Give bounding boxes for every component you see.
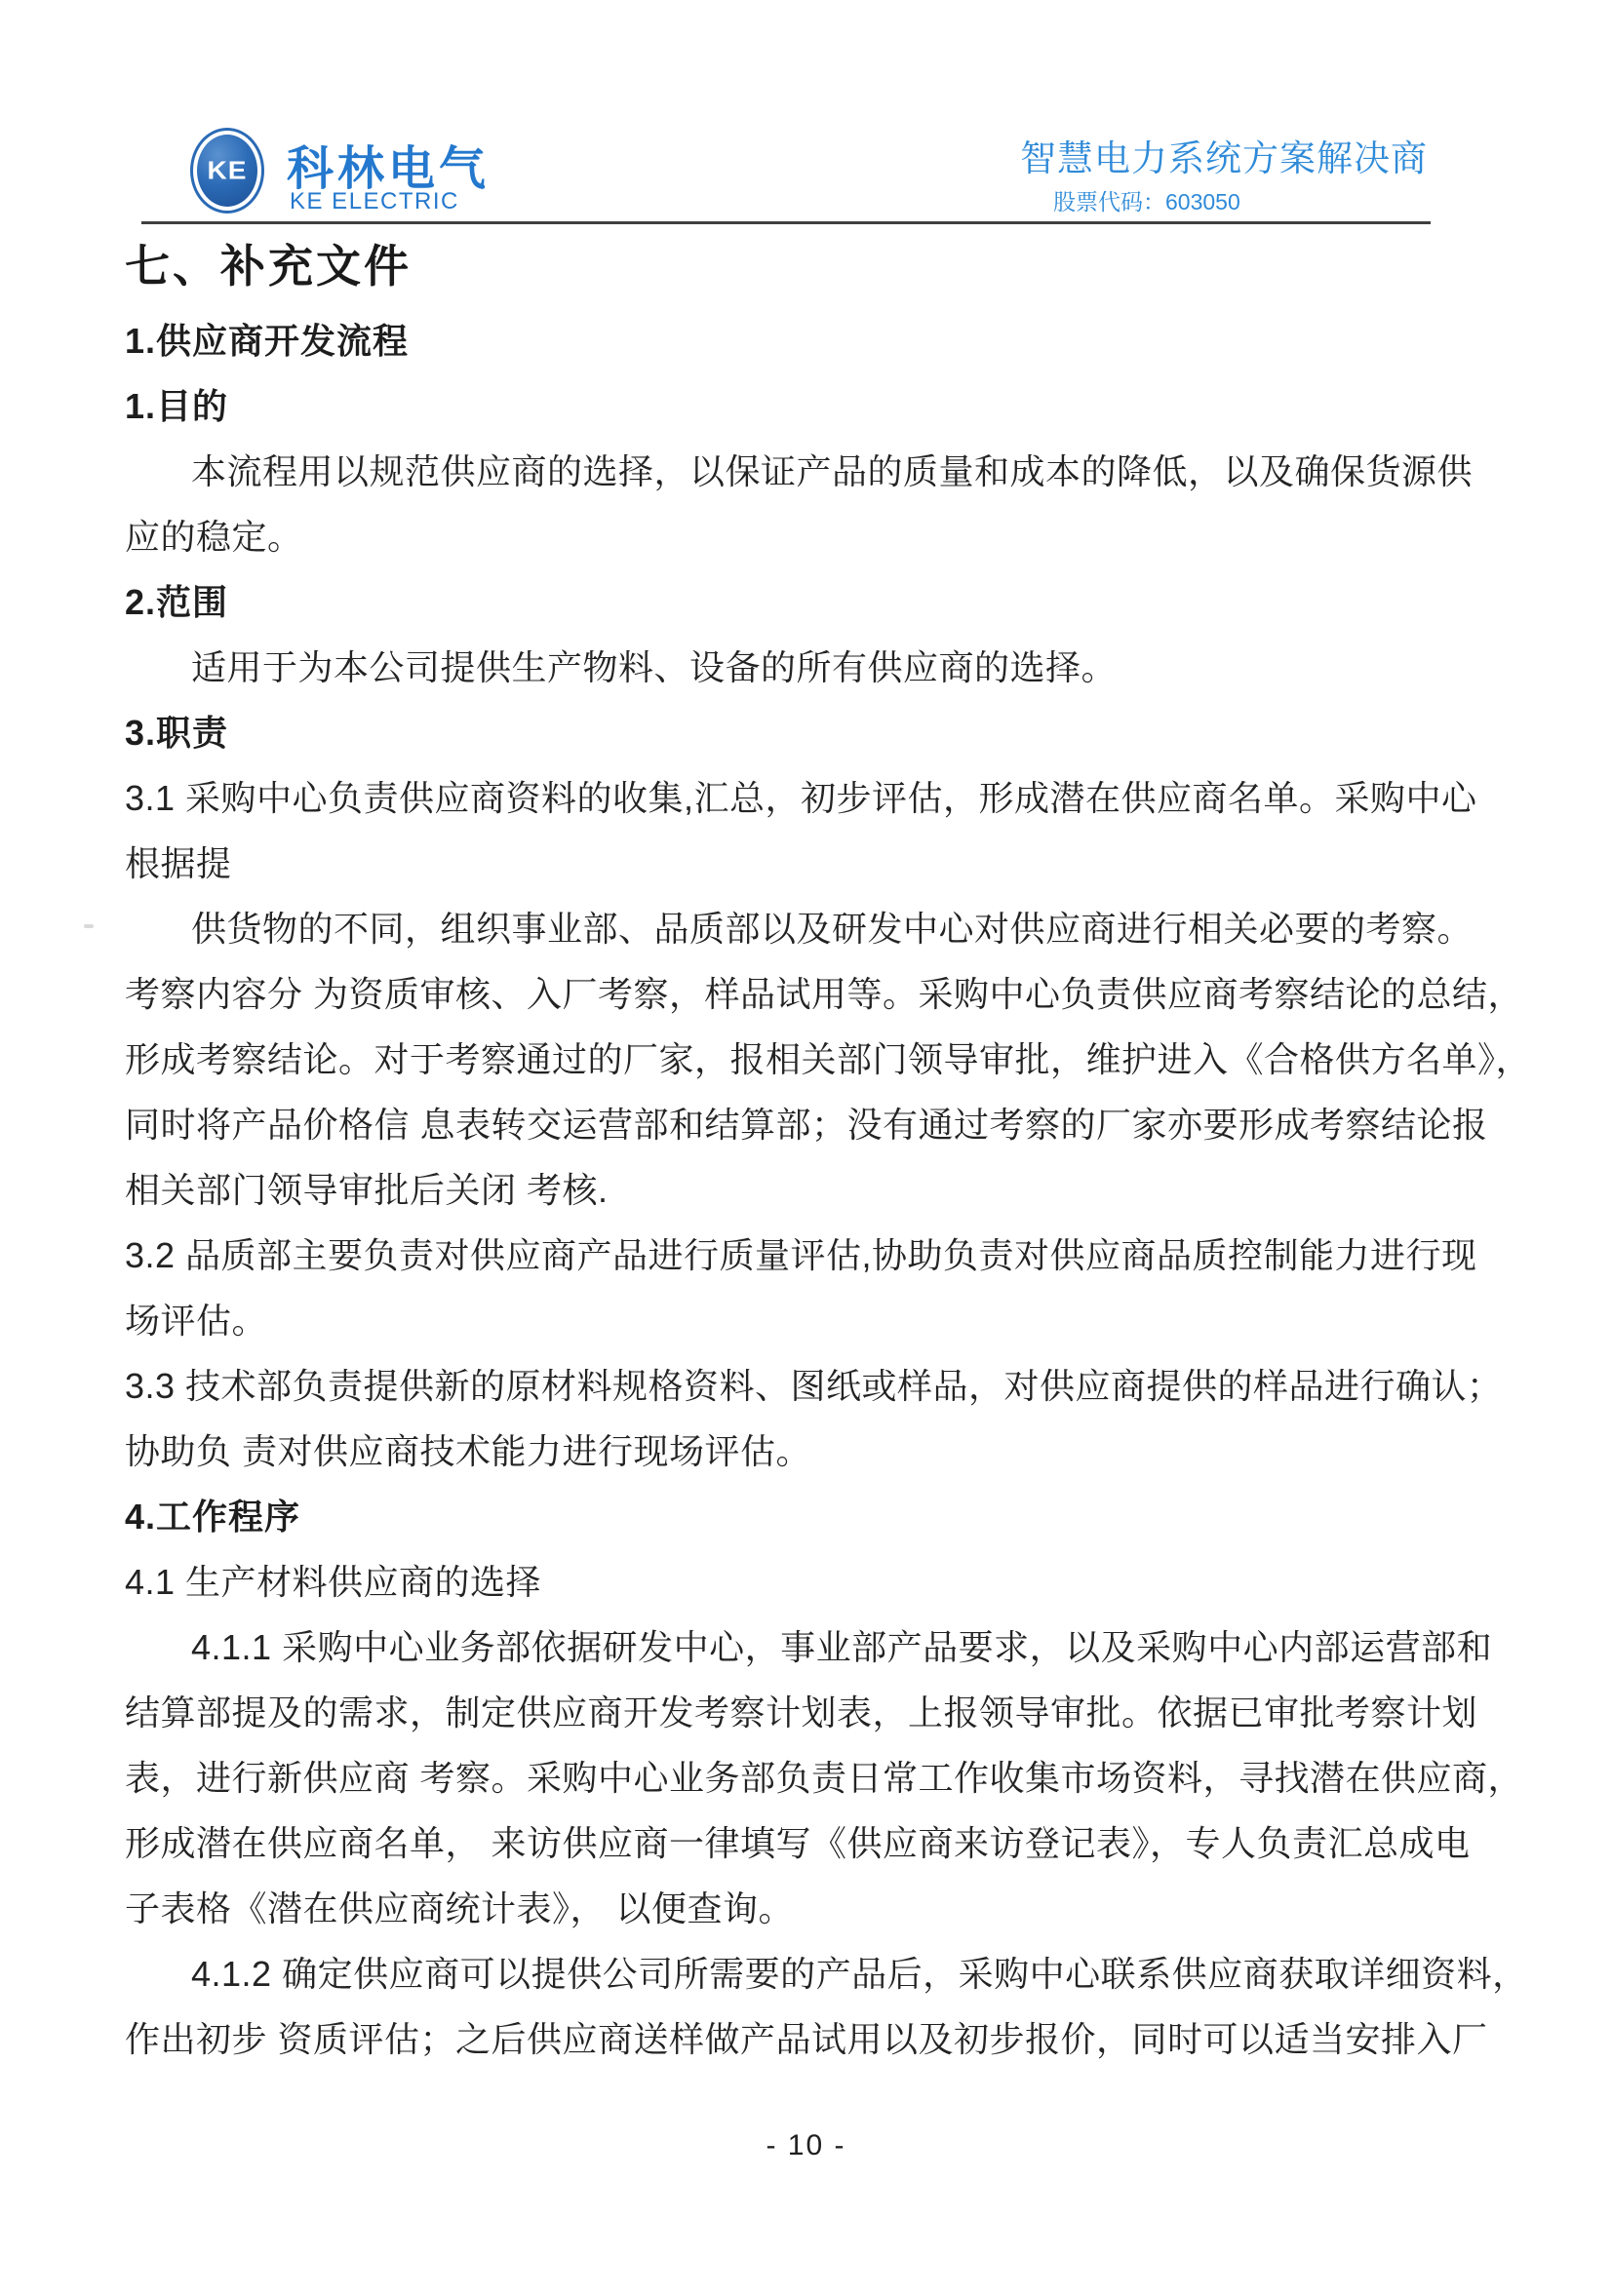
doc-line: 子表格《潜在供应商统计表》， 以便查询。 — [125, 1888, 795, 1928]
document-body — [125, 232, 1551, 2072]
doc-line: 表，进行新供应商 考察。采购中心业务部负责日常工作收集市场资料，寻找潜在供应商， — [125, 1758, 1524, 1798]
section-heading: 4.工作程序 — [125, 1497, 301, 1537]
company-name-en: KE ELECTRIC — [290, 188, 459, 214]
doc-line: 适用于为本公司提供生产物料、设备的所有供应商的选择。 — [191, 647, 1118, 687]
doc-line: 本流程用以规范供应商的选择，以保证产品的质量和成本的降低，以及确保货源供 — [191, 451, 1474, 491]
doc-line: 3.3 技术部负责提供新的原材料规格资料、图纸或样品，对供应商提供的样品进行确认； — [125, 1366, 1503, 1406]
header-tagline: 智慧电力系统方案解决商 — [1020, 138, 1428, 178]
doc-line: 相关部门领导审批后关闭 考核. — [125, 1170, 609, 1210]
doc-line: 3.2 品质部主要负责对供应商产品进行质量评估,协助负责对供应商品质控制能力进行现 — [125, 1235, 1477, 1275]
company-name-cn: 科林电气 — [287, 143, 491, 195]
section-heading: 3.职责 — [125, 713, 229, 753]
doc-line: 考察内容分 为资质审核、入厂考察，样品试用等。采购中心负责供应商考察结论的总结， — [125, 974, 1524, 1014]
doc-line: 3.1 采购中心负责供应商资料的收集,汇总，初步评估，形成潜在供应商名单。采购中心 — [125, 778, 1477, 818]
doc-line: 结算部提及的需求，制定供应商开发考察计划表，上报领导审批。依据已审批考察计划 — [125, 1693, 1478, 1732]
doc-line: 根据提 — [125, 843, 232, 883]
doc-line: 供货物的不同，组织事业部、品质部以及研发中心对供应商进行相关必要的考察。 — [191, 909, 1474, 949]
doc-line: 4.1 生产材料供应商的选择 — [125, 1562, 542, 1602]
section-heading: 2.范围 — [125, 582, 229, 622]
page-number: - 10 - — [766, 2129, 846, 2161]
page-title: 七、补充文件 — [125, 241, 412, 292]
header-divider — [141, 221, 1431, 224]
doc-line: 协助负 责对供应商技术能力进行现场评估。 — [125, 1431, 812, 1471]
doc-line: 4.1.1 采购中心业务部依据研发中心，事业部产品要求，以及采购中心内部运营部和 — [191, 1627, 1493, 1667]
doc-line: 4.1.2 确定供应商可以提供公司所需要的产品后，采购中心联系供应商获取详细资料， — [191, 1954, 1528, 1994]
logo-monogram: KE — [207, 156, 248, 184]
company-logo-icon — [190, 128, 264, 214]
section-heading: 1.供应商开发流程 — [125, 321, 410, 361]
section-heading: 1.目的 — [125, 386, 229, 426]
doc-line: 形成潜在供应商名单， 来访供应商一律填写《供应商来访登记表》，专人负责汇总成电 — [125, 1823, 1471, 1863]
doc-line: 同时将产品价格信 息表转交运营部和结算部；没有通过考察的厂家亦要形成考察结论报 — [125, 1105, 1488, 1145]
doc-line: 作出初步 资质评估；之后供应商送样做产品试用以及初步报价，同时可以适当安排入厂 — [125, 2019, 1488, 2059]
doc-line: 场评估。 — [125, 1301, 268, 1341]
scan-artifact — [84, 924, 94, 928]
doc-line: 形成考察结论。对于考察通过的厂家，报相关部门领导审批，维护进入《合格供方名单》， — [125, 1039, 1532, 1079]
doc-line: 应的稳定。 — [125, 517, 303, 557]
logo-disc — [197, 135, 257, 207]
header-stock-code: 股票代码：603050 — [1053, 189, 1240, 214]
